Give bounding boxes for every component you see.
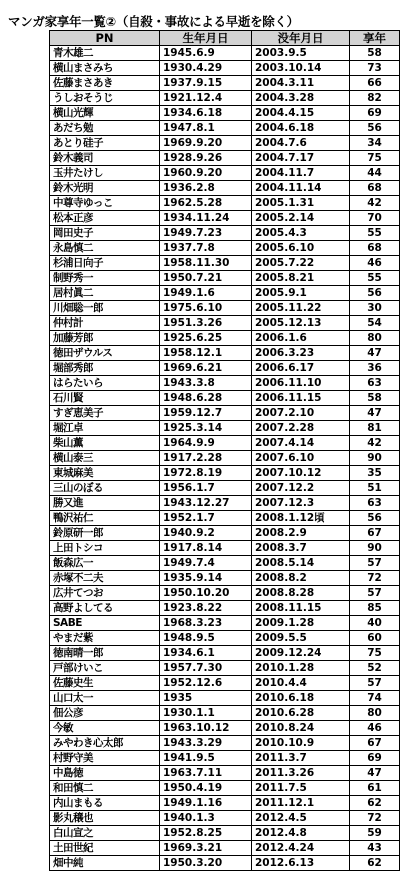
cell-birth-date: 1943.3.29 (160, 736, 252, 751)
cell-pen-name: 中島徳 (50, 766, 160, 781)
table-row (50, 256, 400, 271)
table-row (50, 136, 400, 151)
cell-age: 47 (350, 346, 400, 361)
cell-death-date: 2011.3.26 (252, 766, 350, 781)
cell-age: 34 (350, 136, 400, 151)
cell-death-date: 2006.1.6 (252, 331, 350, 346)
cell-death-date: 2008.8.2 (252, 571, 350, 586)
cell-death-date: 2007.12.2 (252, 481, 350, 496)
cell-death-date: 2005.8.21 (252, 271, 350, 286)
cell-death-date: 2006.11.15 (252, 391, 350, 406)
cell-death-date: 2011.12.1 (252, 796, 350, 811)
cell-pen-name: 制野秀一 (50, 271, 160, 286)
cell-age: 85 (350, 601, 400, 616)
table-row (50, 166, 400, 181)
table-row (50, 46, 400, 61)
cell-birth-date: 1948.9.5 (160, 631, 252, 646)
cell-death-date: 2004.6.18 (252, 121, 350, 136)
cell-age: 59 (350, 826, 400, 841)
cell-pen-name: 横山まさみち (50, 61, 160, 76)
cell-birth-date: 1952.8.25 (160, 826, 252, 841)
cell-death-date: 2008.5.14 (252, 556, 350, 571)
cell-birth-date: 1941.9.5 (160, 751, 252, 766)
cell-pen-name: 居村眞二 (50, 286, 160, 301)
cell-pen-name: はらたいら (50, 376, 160, 391)
cell-death-date: 2005.2.14 (252, 211, 350, 226)
cell-birth-date: 1949.7.4 (160, 556, 252, 571)
cell-birth-date: 1940.1.3 (160, 811, 252, 826)
cell-death-date: 2012.4.24 (252, 841, 350, 856)
cell-birth-date: 1925.3.14 (160, 421, 252, 436)
cell-pen-name: 佐藤史生 (50, 676, 160, 691)
cell-birth-date: 1930.1.1 (160, 706, 252, 721)
cell-birth-date: 1948.6.28 (160, 391, 252, 406)
cell-death-date: 2009.12.24 (252, 646, 350, 661)
cell-birth-date: 1969.6.21 (160, 361, 252, 376)
table-row (50, 706, 400, 721)
table-row (50, 601, 400, 616)
table-row (50, 691, 400, 706)
cell-pen-name: 勝又進 (50, 496, 160, 511)
cell-death-date: 2010.4.4 (252, 676, 350, 691)
cell-age: 62 (350, 796, 400, 811)
cell-age: 69 (350, 751, 400, 766)
table-row (50, 61, 400, 76)
cell-birth-date: 1930.4.29 (160, 61, 252, 76)
table-row (50, 406, 400, 421)
cell-age: 66 (350, 76, 400, 91)
table-row (50, 301, 400, 316)
cell-death-date: 2011.3.7 (252, 751, 350, 766)
table-row (50, 286, 400, 301)
cell-age: 30 (350, 301, 400, 316)
cell-death-date: 2005.7.22 (252, 256, 350, 271)
cell-pen-name: 赤塚不二夫 (50, 571, 160, 586)
cell-age: 42 (350, 436, 400, 451)
cell-birth-date: 1921.12.4 (160, 91, 252, 106)
cell-age: 47 (350, 406, 400, 421)
cell-death-date: 2010.6.28 (252, 706, 350, 721)
cell-birth-date: 1934.6.18 (160, 106, 252, 121)
cell-pen-name: 白山宣之 (50, 826, 160, 841)
cell-pen-name: うしおそうじ (50, 91, 160, 106)
cell-age: 75 (350, 646, 400, 661)
cell-birth-date: 1969.3.21 (160, 841, 252, 856)
cell-age: 44 (350, 166, 400, 181)
cell-age: 47 (350, 766, 400, 781)
cell-pen-name: 徳南晴一郎 (50, 646, 160, 661)
cell-age: 57 (350, 586, 400, 601)
cell-death-date: 2010.8.24 (252, 721, 350, 736)
cell-death-date: 2004.11.14 (252, 181, 350, 196)
cell-birth-date: 1937.7.8 (160, 241, 252, 256)
cell-pen-name: あだち勉 (50, 121, 160, 136)
cell-death-date: 2005.1.31 (252, 196, 350, 211)
table-row (50, 316, 400, 331)
cell-pen-name: 横山泰三 (50, 451, 160, 466)
table-row (50, 241, 400, 256)
cell-pen-name: やまだ紫 (50, 631, 160, 646)
cell-pen-name: 松本正彦 (50, 211, 160, 226)
cell-birth-date: 1963.7.11 (160, 766, 252, 781)
cell-pen-name: 畑中純 (50, 856, 160, 871)
cell-death-date: 2003.10.14 (252, 61, 350, 76)
cell-death-date: 2006.6.17 (252, 361, 350, 376)
cell-birth-date: 1949.1.6 (160, 286, 252, 301)
cell-pen-name: 佐藤まさあき (50, 76, 160, 91)
cell-age: 57 (350, 556, 400, 571)
cell-age: 73 (350, 61, 400, 76)
table-row (50, 826, 400, 841)
cell-death-date: 2008.1.12頃 (252, 511, 350, 526)
cell-pen-name: 上田トシコ (50, 541, 160, 556)
cell-death-date: 2008.11.15 (252, 601, 350, 616)
cell-death-date: 2004.7.17 (252, 151, 350, 166)
cell-death-date: 2011.7.5 (252, 781, 350, 796)
table-row (50, 751, 400, 766)
cell-birth-date: 1963.10.12 (160, 721, 252, 736)
cell-birth-date: 1947.8.1 (160, 121, 252, 136)
cell-death-date: 2004.3.11 (252, 76, 350, 91)
cell-pen-name: 岡田史子 (50, 226, 160, 241)
cell-birth-date: 1940.9.2 (160, 526, 252, 541)
table-row (50, 391, 400, 406)
cell-death-date: 2007.2.10 (252, 406, 350, 421)
cell-birth-date: 1968.3.23 (160, 616, 252, 631)
cell-age: 55 (350, 226, 400, 241)
table-row (50, 616, 400, 631)
cell-age: 72 (350, 811, 400, 826)
cell-death-date: 2005.9.1 (252, 286, 350, 301)
cell-birth-date: 1952.1.7 (160, 511, 252, 526)
cell-death-date: 2010.6.18 (252, 691, 350, 706)
table-row (50, 511, 400, 526)
cell-death-date: 2012.6.13 (252, 856, 350, 871)
table-row (50, 781, 400, 796)
table-row (50, 856, 400, 871)
cell-death-date: 2007.10.12 (252, 466, 350, 481)
cell-death-date: 2007.12.3 (252, 496, 350, 511)
cell-age: 55 (350, 271, 400, 286)
cell-age: 54 (350, 316, 400, 331)
table-row (50, 421, 400, 436)
cell-birth-date: 1957.7.30 (160, 661, 252, 676)
cell-age: 43 (350, 841, 400, 856)
cell-age: 58 (350, 391, 400, 406)
cell-pen-name: 鈴木義司 (50, 151, 160, 166)
cell-age: 75 (350, 151, 400, 166)
table-row (50, 526, 400, 541)
cell-age: 42 (350, 196, 400, 211)
cell-age: 80 (350, 706, 400, 721)
cell-pen-name: 仲村計 (50, 316, 160, 331)
cell-birth-date: 1951.3.26 (160, 316, 252, 331)
manga-artist-table (49, 30, 400, 871)
table-row (50, 676, 400, 691)
table-row (50, 811, 400, 826)
cell-age: 81 (350, 421, 400, 436)
cell-pen-name: すぎ恵美子 (50, 406, 160, 421)
cell-age: 60 (350, 631, 400, 646)
cell-death-date: 2012.4.8 (252, 826, 350, 841)
cell-birth-date: 1959.12.7 (160, 406, 252, 421)
header-pen-name: PN (50, 31, 160, 46)
cell-age: 56 (350, 121, 400, 136)
cell-pen-name: 永島慎二 (50, 241, 160, 256)
table-row (50, 556, 400, 571)
cell-age: 74 (350, 691, 400, 706)
cell-birth-date: 1937.9.15 (160, 76, 252, 91)
table-row (50, 481, 400, 496)
cell-birth-date: 1917.2.28 (160, 451, 252, 466)
cell-birth-date: 1935.9.14 (160, 571, 252, 586)
table-row (50, 721, 400, 736)
cell-age: 68 (350, 241, 400, 256)
cell-death-date: 2008.3.7 (252, 541, 350, 556)
cell-pen-name: 村野守美 (50, 751, 160, 766)
cell-age: 72 (350, 571, 400, 586)
cell-birth-date: 1943.12.27 (160, 496, 252, 511)
cell-pen-name: 今敏 (50, 721, 160, 736)
header-birth-date: 生年月日 (160, 31, 252, 46)
cell-pen-name: 石川賢 (50, 391, 160, 406)
table-row (50, 571, 400, 586)
cell-pen-name: 山口太一 (50, 691, 160, 706)
cell-death-date: 2004.11.7 (252, 166, 350, 181)
cell-birth-date: 1925.6.25 (160, 331, 252, 346)
cell-death-date: 2005.6.10 (252, 241, 350, 256)
cell-pen-name: 鈴原研一郎 (50, 526, 160, 541)
cell-pen-name: みやわき心太郎 (50, 736, 160, 751)
cell-birth-date: 1964.9.9 (160, 436, 252, 451)
table-row (50, 436, 400, 451)
table-row (50, 121, 400, 136)
cell-pen-name: 杉浦日向子 (50, 256, 160, 271)
cell-age: 63 (350, 496, 400, 511)
cell-age: 69 (350, 106, 400, 121)
cell-birth-date: 1958.12.1 (160, 346, 252, 361)
cell-pen-name: 和田慎二 (50, 781, 160, 796)
cell-age: 62 (350, 856, 400, 871)
cell-age: 56 (350, 511, 400, 526)
cell-pen-name: 影丸穣也 (50, 811, 160, 826)
cell-pen-name: 加藤芳郎 (50, 331, 160, 346)
table-row (50, 226, 400, 241)
cell-age: 90 (350, 541, 400, 556)
table-row (50, 376, 400, 391)
table-row (50, 106, 400, 121)
table-row (50, 631, 400, 646)
cell-birth-date: 1969.9.20 (160, 136, 252, 151)
cell-age: 36 (350, 361, 400, 376)
cell-death-date: 2004.7.6 (252, 136, 350, 151)
cell-pen-name: 鈴木光明 (50, 181, 160, 196)
cell-death-date: 2007.6.10 (252, 451, 350, 466)
cell-age: 67 (350, 736, 400, 751)
cell-age: 80 (350, 331, 400, 346)
cell-death-date: 2010.10.9 (252, 736, 350, 751)
cell-age: 90 (350, 451, 400, 466)
cell-age: 56 (350, 286, 400, 301)
cell-death-date: 2006.3.23 (252, 346, 350, 361)
cell-pen-name: SABE (50, 616, 160, 631)
table-row (50, 766, 400, 781)
cell-age: 57 (350, 676, 400, 691)
cell-pen-name: 玉井たけし (50, 166, 160, 181)
cell-age: 67 (350, 526, 400, 541)
cell-pen-name: 堀部秀郎 (50, 361, 160, 376)
sheet-title: マンガ家享年一覧②（自殺・事故による早逝を除く） (8, 14, 299, 29)
cell-death-date: 2006.11.10 (252, 376, 350, 391)
table-row (50, 346, 400, 361)
cell-birth-date: 1928.9.26 (160, 151, 252, 166)
cell-death-date: 2005.11.22 (252, 301, 350, 316)
cell-age: 61 (350, 781, 400, 796)
cell-birth-date: 1975.6.10 (160, 301, 252, 316)
cell-age: 52 (350, 661, 400, 676)
cell-pen-name: 鴨沢祐仁 (50, 511, 160, 526)
cell-birth-date: 1962.5.28 (160, 196, 252, 211)
cell-birth-date: 1936.2.8 (160, 181, 252, 196)
cell-death-date: 2012.4.5 (252, 811, 350, 826)
table-row (50, 496, 400, 511)
cell-age: 51 (350, 481, 400, 496)
cell-death-date: 2009.1.28 (252, 616, 350, 631)
cell-pen-name: 内山まもる (50, 796, 160, 811)
table-row (50, 196, 400, 211)
cell-pen-name: あとり硅子 (50, 136, 160, 151)
table-row (50, 661, 400, 676)
table-row (50, 181, 400, 196)
cell-age: 35 (350, 466, 400, 481)
cell-birth-date: 1956.1.7 (160, 481, 252, 496)
table-row (50, 211, 400, 226)
table-row (50, 541, 400, 556)
table-row (50, 76, 400, 91)
cell-pen-name: 土田世紀 (50, 841, 160, 856)
cell-birth-date: 1943.3.8 (160, 376, 252, 391)
cell-death-date: 2008.8.28 (252, 586, 350, 601)
table-row (50, 331, 400, 346)
header-death-date: 没年月日 (252, 31, 350, 46)
table-row (50, 736, 400, 751)
cell-birth-date: 1958.11.30 (160, 256, 252, 271)
table-row (50, 841, 400, 856)
cell-death-date: 2008.2.9 (252, 526, 350, 541)
cell-age: 58 (350, 46, 400, 61)
cell-pen-name: 三山のぼる (50, 481, 160, 496)
table-row (50, 271, 400, 286)
cell-pen-name: 横山光輝 (50, 106, 160, 121)
cell-birth-date: 1950.7.21 (160, 271, 252, 286)
cell-age: 46 (350, 721, 400, 736)
table-row (50, 586, 400, 601)
cell-age: 68 (350, 181, 400, 196)
cell-pen-name: 高野よしてる (50, 601, 160, 616)
cell-death-date: 2007.2.28 (252, 421, 350, 436)
cell-pen-name: 東城麻美 (50, 466, 160, 481)
cell-pen-name: 青木雄二 (50, 46, 160, 61)
table-row (50, 91, 400, 106)
cell-pen-name: 川畑聡一郎 (50, 301, 160, 316)
cell-death-date: 2005.4.3 (252, 226, 350, 241)
cell-death-date: 2010.1.28 (252, 661, 350, 676)
header-row (50, 31, 400, 46)
table-row (50, 451, 400, 466)
cell-pen-name: 戸部けいこ (50, 661, 160, 676)
cell-pen-name: 徳田ザウルス (50, 346, 160, 361)
cell-birth-date: 1917.8.14 (160, 541, 252, 556)
cell-pen-name: 中尊寺ゆっこ (50, 196, 160, 211)
cell-age: 82 (350, 91, 400, 106)
cell-age: 40 (350, 616, 400, 631)
cell-age: 63 (350, 376, 400, 391)
cell-birth-date: 1952.12.6 (160, 676, 252, 691)
cell-age: 70 (350, 211, 400, 226)
cell-birth-date: 1934.6.1 (160, 646, 252, 661)
cell-birth-date: 1972.8.19 (160, 466, 252, 481)
table-row (50, 151, 400, 166)
table-row (50, 796, 400, 811)
cell-pen-name: 飯森広一 (50, 556, 160, 571)
cell-birth-date: 1950.3.20 (160, 856, 252, 871)
table-row (50, 361, 400, 376)
table-row (50, 646, 400, 661)
cell-birth-date: 1935 (160, 691, 252, 706)
header-age: 享年 (350, 31, 400, 46)
cell-birth-date: 1923.8.22 (160, 601, 252, 616)
cell-birth-date: 1949.7.23 (160, 226, 252, 241)
table-row (50, 466, 400, 481)
cell-pen-name: 佃公彦 (50, 706, 160, 721)
cell-pen-name: 堀江卓 (50, 421, 160, 436)
cell-pen-name: 柴山薫 (50, 436, 160, 451)
cell-birth-date: 1945.6.9 (160, 46, 252, 61)
cell-death-date: 2007.4.14 (252, 436, 350, 451)
cell-birth-date: 1950.10.20 (160, 586, 252, 601)
cell-death-date: 2003.9.5 (252, 46, 350, 61)
cell-birth-date: 1949.1.16 (160, 796, 252, 811)
cell-birth-date: 1960.9.20 (160, 166, 252, 181)
cell-death-date: 2004.3.28 (252, 91, 350, 106)
cell-death-date: 2005.12.13 (252, 316, 350, 331)
cell-death-date: 2004.4.15 (252, 106, 350, 121)
cell-birth-date: 1934.11.24 (160, 211, 252, 226)
cell-birth-date: 1950.4.19 (160, 781, 252, 796)
cell-pen-name: 広井てつお (50, 586, 160, 601)
cell-age: 46 (350, 256, 400, 271)
cell-death-date: 2009.5.5 (252, 631, 350, 646)
